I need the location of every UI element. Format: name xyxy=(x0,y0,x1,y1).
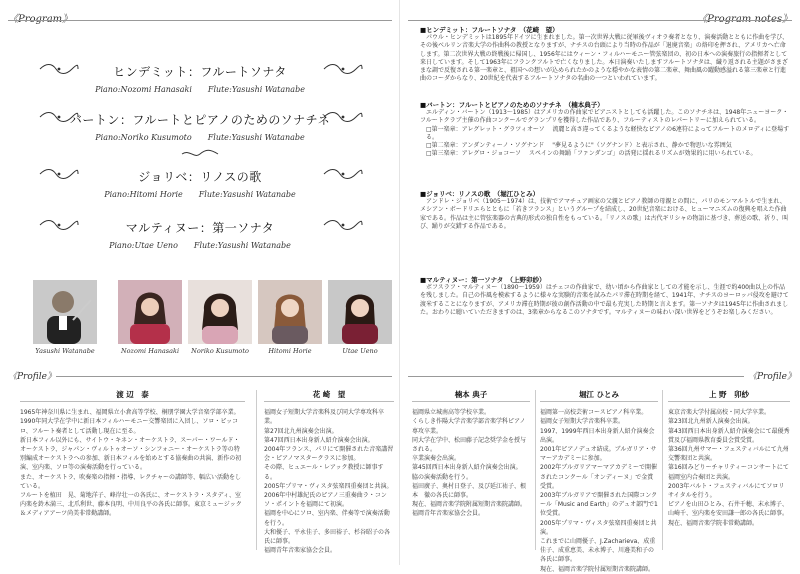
program-performers: Piano:Noriko Kusumoto Flute:Yasushi Watanabe xyxy=(95,133,305,142)
profile-line: 現在、福岡音楽学院附属短期音楽院講師。 xyxy=(412,501,527,509)
profile-line: 第36回九州サマー・フェスティバルにて九州交響楽団と共演。 xyxy=(668,446,789,463)
note-title: ■マルティヌー：第一ソナタ （上野卯紗） xyxy=(420,276,546,284)
profile-name: 楠本 典子 xyxy=(412,390,530,402)
profile-column xyxy=(412,390,530,519)
flourish-ornament-icon xyxy=(38,217,80,231)
profile-column xyxy=(540,390,658,574)
profile-line: 福田廣子、奥村日登子、及び延江祐子、根本 徹の各氏に師事。 xyxy=(412,482,527,500)
profile-line: 東京音楽大学付属高校・同大学卒業。 xyxy=(668,409,771,417)
header-rule xyxy=(8,20,392,21)
profile-line: 第23回北九州新人演奏会出演。 xyxy=(668,418,754,426)
profile-line: 2002年ブルガリアマーマアカデミーで開催されたコンクール「オンディーヌ」で金賞受賞。 xyxy=(540,464,657,490)
flourish-ornament-icon xyxy=(38,166,80,180)
program-title: マルティヌー：第一ソナタ xyxy=(125,221,275,235)
program-note xyxy=(420,190,790,231)
note-body: パウル・ヒンデミットは1895年ドイツに生まれました。第一次世界大戦に従軍後ヴィオラ奏者となり、演奏活動とともに作曲を学び、その後ベルリン音楽大学の作曲科の教授となりますが、ナチスの台頭により当時の作品が「退廃音楽」の烙印を押され、アメリカへ亡命します。第二次世界大戦の終戦後に帰国し、1956年にはウィーン・フィルハーモニー管弦楽団の、初の日本への演奏旅行の指揮者として来日しています。そして1963年にフランクフルトで亡くなりました。本日演奏いたしますフルートソナタは、繊り返される主題がさまざまな調で反復される第一楽章と、祖国への想いが込められたかのような穏やかな表情の第二楽章、舞曲風の躍動感溢れる第三楽章と行進曲のコーダからなり、20世紀を代表するフルートソナタの名曲の一つといわれています。 xyxy=(420,34,789,83)
profile-line: 福岡女子短期大学音楽科及び同大学専攻科卒業。 xyxy=(264,409,385,426)
flourish-ornament-icon xyxy=(322,61,364,75)
profile-line: 1997、1999年西日本出身新人紹介演奏会出演。 xyxy=(540,427,655,444)
performer-name: Hitomi Horie xyxy=(268,347,312,355)
profile-line: ピアノを山田ひとみ、石井千穂、末永博子、山崎千、室内楽を安田謙一郎の各氏に師事。 xyxy=(668,501,789,518)
profile-line: くらしき作陽大学音楽学部音楽学科ピアノ専攻卒業。 xyxy=(412,418,526,435)
program-item xyxy=(0,219,400,251)
performer-photo xyxy=(258,280,322,344)
program-performers: Piano:Utae Ueno Flute:Yasushi Watanabe xyxy=(109,241,291,250)
note-title: ■ジョリベ：リノスの歌 （堀江ひとみ） xyxy=(420,190,540,198)
profile-line: 大和優子、平永佳子、多田裕子、杉谷昭子の各氏に師事。 xyxy=(264,528,391,546)
profile-line: 福岡を中心にソロ、室内楽、伴奏等で演奏活動を行う。 xyxy=(264,510,390,527)
profile-column xyxy=(20,390,245,519)
performer-photo xyxy=(118,280,182,344)
note-body: ボフスラフ・マルティヌー（1890～1959）はチェコの作曲家で、幼い頃から作曲家としての才能を示し、生涯で約400曲以上の作品を残しました。自己の作風を模索するように様々な実験的音楽を試みたパリ滞在時期を経て、1941年、ナチスのヨーロッパ侵攻を避けて渡米することになりますが、アメリカ滞在時期が彼の創作活動の中で最も充実した時期と言えます。第一ソナタは1945年に作曲されました。おわりに聴いていただきますのは、3楽章からなるこのソナタです。マルティヌーの味わい深い世界をどうぞお楽しみください。 xyxy=(420,284,789,316)
program-note xyxy=(420,26,790,83)
note-list-item: □第三楽章：アレグロ・ジョコーソ スペインの舞踊「ファンダンゴ」の活発に揺れるリズムが効果的に用いられている。 xyxy=(426,150,757,158)
profile-header: 《Profile》 xyxy=(748,372,796,382)
profile-line: その際、ヒュエール・レアック教授に師事する。 xyxy=(264,464,384,481)
profile-line: 2003年ブルガリアで開催された国際コンクール「Music and Earth」のデュオ部門で1位受賞。 xyxy=(540,492,658,518)
profile-line: 2006年中村雄紀氏のピアノ三重奏曲ラ・コンソ・ポイントを福岡にて初演。 xyxy=(264,492,387,509)
program-title: ジョリベ：リノスの歌 xyxy=(138,170,262,184)
profile-line: 新日本フィル以外にも、サイトウ・キネン・オーケストラ、スーパー・ワールド・オーケストラ、ジャパン・ヴィルトゥオーソ・シンフォニー・オーケストラ等の特別編成オーケストラへの参加、新日本フィルを始めとする協奏曲の共演、新作の初演、室内楽、ソロ等の演奏活動を行っている。 xyxy=(20,436,242,472)
profile-line: 第45回西日本出身新人紹介演奏会出演。 xyxy=(412,464,522,472)
profile-line: 同大学在学中、松田藤子記念奨学金を授与される。 xyxy=(412,436,527,454)
profile-rule xyxy=(408,376,744,377)
program-item xyxy=(0,168,400,200)
program-item xyxy=(0,63,400,95)
profile-line: 2001年ピアノデュオ結成。ブルガリア・サマーアカデミーに参加。 xyxy=(540,446,657,463)
header-rule xyxy=(408,20,792,21)
program-note xyxy=(420,276,790,317)
note-title: ■ヒンデミット：フルートソナタ （花崎 望） xyxy=(420,26,559,34)
note-title: ■バートン：フルートとピアノのためのソナチネ （楠本典子） xyxy=(420,101,604,109)
profile-line: また、オーケストラ、吹奏楽の指揮・指導、レクチャーの講師等、幅広い活動をしている。 xyxy=(20,473,241,490)
profile-name: 渡 辺 泰 xyxy=(20,390,245,402)
center-flourish-icon xyxy=(0,144,400,163)
program-header xyxy=(8,10,72,25)
profile-line: 脇の演奏活動を行う。 xyxy=(412,473,473,481)
profile-line: 1965年神奈川県に生まれ、福岡県立小倉高等学校、桐朋学園大学音楽学部卒業。 xyxy=(20,409,240,417)
profile-line: 福岡青年音楽家協会会員。 xyxy=(412,510,485,518)
profile-line: 現在、福岡音楽学院付属短期音楽院講師。 xyxy=(540,565,655,573)
performer-name: Yasushi Watanabe xyxy=(35,347,95,355)
program-performers: Piano:Nozomi Hanasaki Flute:Yasushi Watanabe xyxy=(95,85,305,94)
profile-line: 福岡県立城南高等学校卒業。 xyxy=(412,409,491,417)
profile-line: 2003年バルト・フェスティバルにてソロリサイタルを行う。 xyxy=(668,482,785,500)
performer-name: Nozomi Hanasaki xyxy=(120,347,180,355)
profile-line: 福岡女子短期大学音楽科卒業。 xyxy=(540,418,625,426)
profile-line: 福岡青年音楽家協会会員。 xyxy=(264,547,337,555)
profile-name: 上 野 卯紗 xyxy=(668,390,790,402)
note-body: エルディン・バートン（1913～1985）はアメリカの作曲家でピアニストとしても活躍した。このソナチネは、1948年ニューヨーク・フルートクラブ主催の作曲コンクールでグランプリを獲得した作品であり、フルーティストのレパートリーに加えられている。 xyxy=(420,109,789,125)
profile-line: 卒業演奏会出演。 xyxy=(412,455,461,463)
flourish-ornament-icon xyxy=(322,109,364,123)
profile-line: 第43回西日本出身新人紹介演奏会にて最優秀賞及び福岡県教育委員会賞受賞。 xyxy=(668,427,790,444)
performer-name: Noriko Kusumoto xyxy=(191,347,249,355)
profile-line: 第47回西日本出身新人紹介演奏会出演。 xyxy=(264,436,374,444)
column-divider xyxy=(256,390,257,550)
profile-line: 1990年同大学在学中に新日本フィルハーモニー交響楽団に入団し、ソロ・ピッコロ、フルート奏者として活動し現在に至る。 xyxy=(20,418,239,435)
profile-line: 2005年プリマ・ヴィスタ弦楽四重奏団と共演。 xyxy=(264,482,393,490)
program-title: ヒンデミット：フルートソナタ xyxy=(113,65,287,79)
program-note xyxy=(420,101,790,158)
profile-line: 2004年フランス、パリにて開催された音楽講習会・ピアノマスタークラスに参加。 xyxy=(264,446,394,463)
profile-line: 福岡第一高校芸術コースピアノ科卒業。 xyxy=(540,409,648,417)
performer-photo xyxy=(188,280,252,344)
flourish-ornament-icon xyxy=(38,109,80,123)
program-title: バートン：フルートとピアノのためのソナチネ xyxy=(69,113,331,127)
column-divider xyxy=(535,390,536,550)
note-body: アンドレ・ジョリベ（1905～1974）は、技術でアマチュア画家の父親とピアノ教師の母親との間に、パリのモンマルトルで生まれ、メシアン・ボードリエらとともに「若きフランス」というグループを結成し、20世紀音楽における、ヒューマニズムの復興を唱えた作曲家である。作品は主に管弦楽器の古典的形式の独自性をもっている。「リノスの歌」は古代ギリシャの物語に基づき、葬送の歌、祈り、叫び、踊りが交錯する作品である。 xyxy=(420,198,789,230)
note-list-item: □第一楽章：アレグレット・グラツィオーソ 流麗と高さ違ってくるような軽快なピアノの6連符によってフルートのメロディに登場する。 xyxy=(426,125,790,141)
profile-line: これまでに山岡優子、J.Zacharieva、成重佳子、成重恵美、未永博子、川邊美和子の各氏に師事。 xyxy=(540,538,656,564)
flourish-ornament-icon xyxy=(322,217,364,231)
profile-line: 第16回みどりーチャリティーコンサートにて福岡室内合奏団と共演。 xyxy=(668,464,789,481)
performer-photo xyxy=(33,280,97,344)
note-list-item: □第二楽章：アンダンティーノ・ソグナンド "夢見るように"（ソグナンド）と表示され、静かで物思いな雰囲気 xyxy=(426,142,732,150)
profile-rule xyxy=(56,376,392,377)
profile-column xyxy=(668,390,790,528)
profile-name: 花 崎 望 xyxy=(264,390,394,402)
program-performers: Piano:Hitomi Horie Flute:Yasushi Watanabe xyxy=(104,190,296,199)
performer-photo xyxy=(328,280,392,344)
program-notes-header xyxy=(697,10,792,25)
flourish-ornament-icon xyxy=(38,61,80,75)
performer-name: Utae Ueno xyxy=(342,347,378,355)
profile-line: 2005年プリマ・ヴィスタ弦楽四重奏団と共演。 xyxy=(540,519,657,536)
column-divider xyxy=(662,390,663,550)
program-item xyxy=(0,111,400,143)
profile-line: 第27回北九州演奏会出演。 xyxy=(264,427,338,435)
profile-line: フルートを植田 晃、菊地洋子、峰岸壮一の各氏に、オーケストラ・スタディ、室内楽を鈴木満三、北爪利世、藤本良明、中川良平の各氏に師事。東京ミュージック＆メディアアーツ尚美非常勤講師。 xyxy=(20,492,242,518)
profile-column xyxy=(264,390,394,555)
profile-header: 《Profile》 xyxy=(8,372,56,382)
profile-line: 現在、福岡音楽学院非常勤講師。 xyxy=(668,519,759,527)
flourish-ornament-icon xyxy=(322,166,364,180)
note-list xyxy=(420,126,790,159)
profile-name: 堀江 ひとみ xyxy=(540,390,658,402)
